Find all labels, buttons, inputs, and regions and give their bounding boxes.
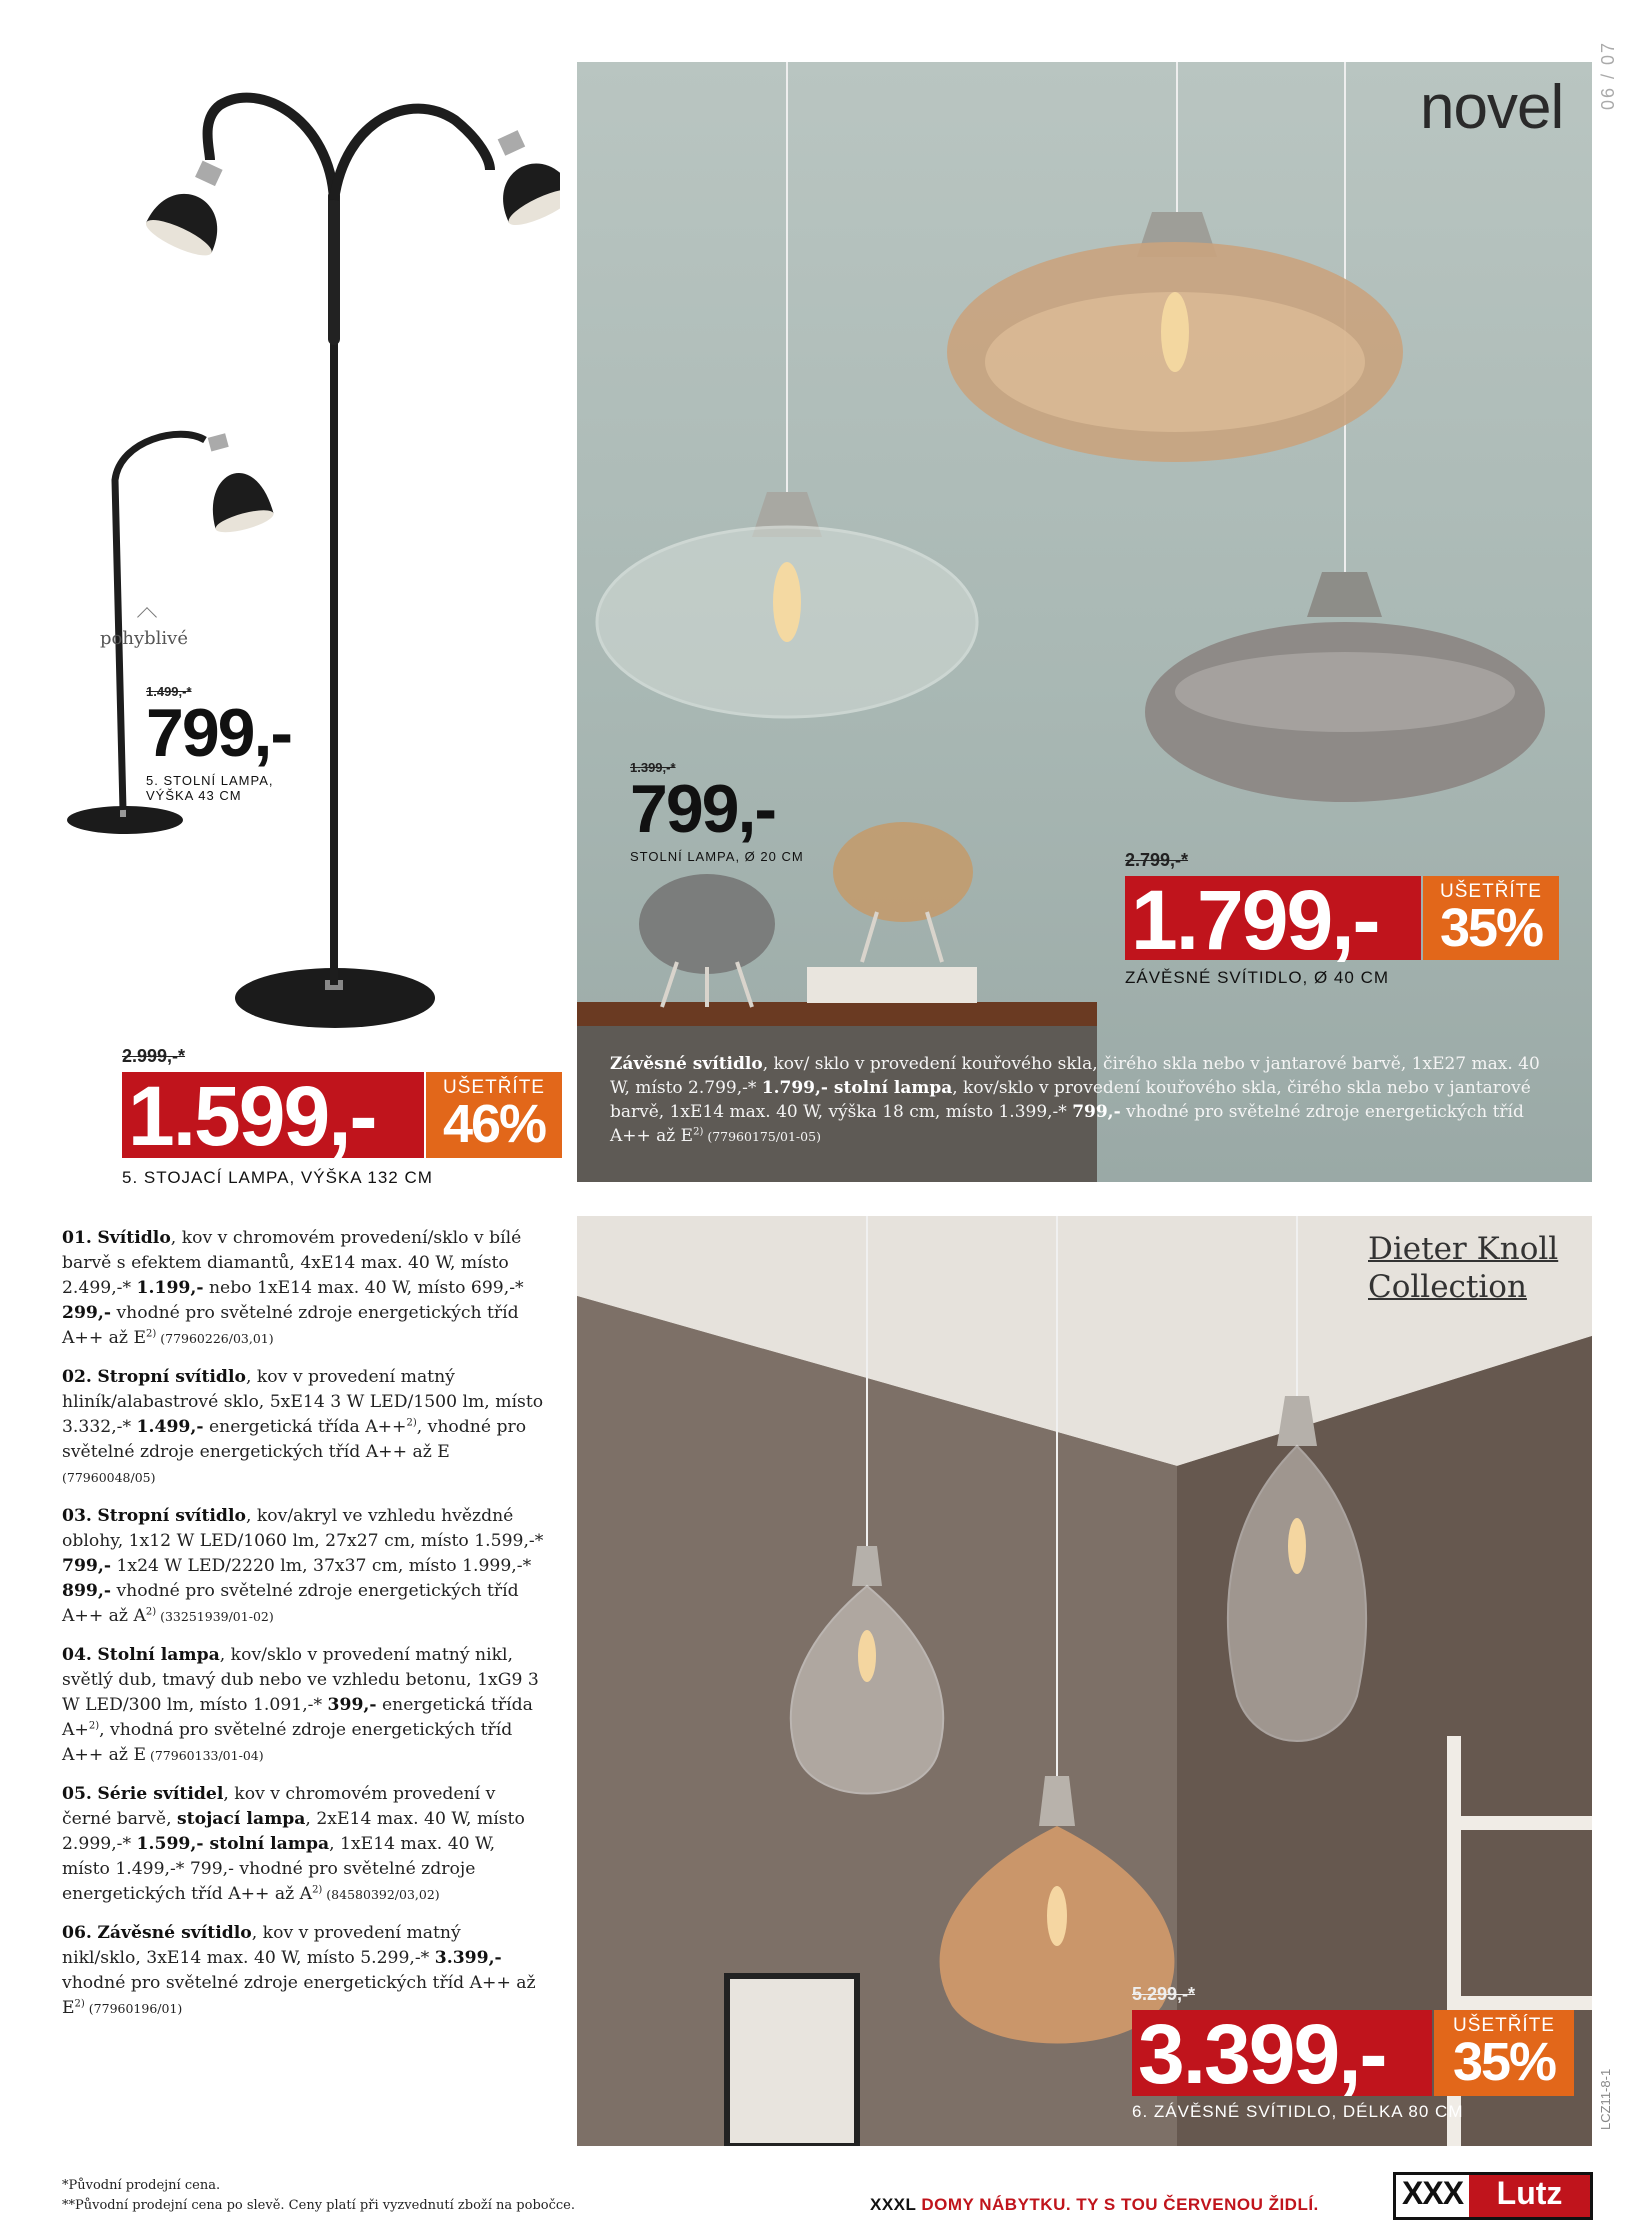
glass-pendant-old-price: 5.299,-*	[1132, 1984, 1196, 2004]
side-code: LCZ11-8-1	[1598, 2068, 1613, 2130]
top-table-lamp-price	[630, 760, 804, 864]
footer-notes: *Původní prodejní cena. **Původní prodejní cena po slevě. Ceny platí při vyzvednutí zboží na pobočce.	[62, 2178, 575, 2213]
pendant-caption: ZÁVĚSNÉ SVÍTIDLO, Ø 40 CM	[1125, 968, 1390, 987]
brand-dieter-knoll: Dieter Knoll Collection	[1368, 1231, 1559, 1305]
list-item: 01. Svítidlo, kov v chromovém provedení/sklo v bílé barvě s efektem diamantů, 4xE14 max. 40 W, místo 2.499,-* 1.199,- nebo 1xE14 max. 40 W, místo 699,-* 299,- vhodné pro světelné zdroje energetických tříd A++ až $E^{2)}$ (77960226/03,01)	[62, 1228, 524, 1348]
footer-slogan: XXXL DOMY NÁBYTKU. TY S TOU ČERVENOU ŽIDLÍ.	[870, 2195, 1319, 2214]
floor-lamp-price: 1.599,-	[122, 1072, 424, 1158]
caption-line2: VÝŠKA 43 CM	[146, 788, 242, 803]
movable-label: pohyblivé	[100, 610, 188, 649]
pendant-save-badge: UŠETŘÍTE 35%	[1423, 876, 1559, 960]
list-item: 05. Série svítidel, kov v chromovém provedení v černé barvě, stojací lampa, 2xE14 max. 40 W, místo 2.999,-* 1.599,- stolní lampa, 1xE14 max. 40 W, místo 1.499,-* 799,- vhodné pro světelné zdroje energetických tříd A++ až $A^{2)}$ (84580392/03,02)	[62, 1784, 525, 1904]
pendant-old-price: 2.799,-*	[1125, 850, 1189, 870]
product-list	[62, 1226, 544, 2021]
floor-lamp-image	[60, 60, 560, 1050]
list-item: 03. Stropní svítidlo, kov/akryl ve vzhledu hvězdné oblohy, 1x12 W LED/1060 lm, 27x27 cm, místo 1.599,-* 799,- 1x24 W LED/2220 lm, 37x37 cm, místo 1.999,-* 899,- vhodné pro světelné zdroje energetických tříd A++ až $A^{2)}$ (33251939/01-02)	[62, 1506, 544, 1626]
floor-lamp-old-price: 2.999,-*	[122, 1046, 186, 1066]
glass-pendants-image	[577, 1216, 1592, 2146]
glass-pendant-save-badge: UŠETŘÍTE 35%	[1434, 2010, 1574, 2096]
floor-lamp-save-badge: UŠETŘÍTE 46%	[426, 1072, 562, 1158]
xxxlutz-logo: XXX Lutz	[1393, 2172, 1593, 2220]
table-lamp-price-block	[146, 684, 291, 803]
pendant-lamps-photo	[577, 62, 1592, 1182]
list-item: 06. Závěsné svítidlo, kov v provedení matný nikl/sklo, 3xE14 max. 40 W, místo 5.299,-* 3.399,- vhodné pro světelné zdroje energetických tříd A++ až $E^{2)}$ (77960196/01)	[62, 1923, 536, 2018]
list-item: 04. Stolní lampa, kov/sklo v provedení matný nikl, světlý dub, tmavý dub nebo ve vzhledu betonu, 1xG9 3 W LED/300 lm, místo 1.091,-* 399,- energetická třída A+$^{2)}$, vhodná pro světelné zdroje energetických tříd A++ až E (77960133/01-04)	[62, 1645, 539, 1765]
brand-novel: novel	[1420, 73, 1564, 142]
floor-lamp-caption: 5. STOJACÍ LAMPA, VÝŠKA 132 CM	[122, 1168, 433, 1187]
glass-pendant-price: 3.399,-	[1132, 2010, 1432, 2096]
caption: STOLNÍ LAMPA, Ø 20 CM	[630, 849, 804, 864]
price: 799,-	[146, 695, 291, 771]
pendant-price: 1.799,-	[1125, 876, 1421, 960]
pendant-lamps-image	[577, 62, 1592, 1182]
old-price: 1.399,-*	[630, 760, 676, 775]
glass-pendants-photo	[577, 1216, 1592, 2146]
price: 799,-	[630, 771, 775, 847]
old-price: 1.499,-*	[146, 684, 192, 699]
page-number: 06 / 07	[1598, 40, 1618, 110]
list-item: 02. Stropní svítidlo, kov v provedení matný hliník/alabastrové sklo, 5xE14 3 W LED/1500 lm, místo 3.332,-* 1.499,- energetická třída A++$^{2)}$, vhodné pro světelné zdroje energetických tříd A++ až E (77960048/05)	[62, 1367, 544, 1485]
glass-pendant-caption: 6. ZÁVĚSNÉ SVÍTIDLO, DÉLKA 80 CM	[1132, 2102, 1464, 2121]
caption-line1: 5. STOLNÍ LAMPA,	[146, 773, 274, 788]
chevron-up-icon	[137, 607, 157, 627]
pendant-description: Závěsné svítidlo, kov/ sklo v provedení kouřového skla, čirého skla nebo v jantarové barvě, 1xE27 max. 40 W, místo 2.799,-* 1.799,- stolní lampa, kov/sklo v provedení kouřového skla, čirého skla nebo v jantarové barvě, 1xE14 max. 40 W, výška 18 cm, místo 1.399,-* 799,- vhodné pro světelné zdroje energetických tříd A++ až $E^{2)}$ (77960175/01-05)	[610, 1054, 1540, 1146]
